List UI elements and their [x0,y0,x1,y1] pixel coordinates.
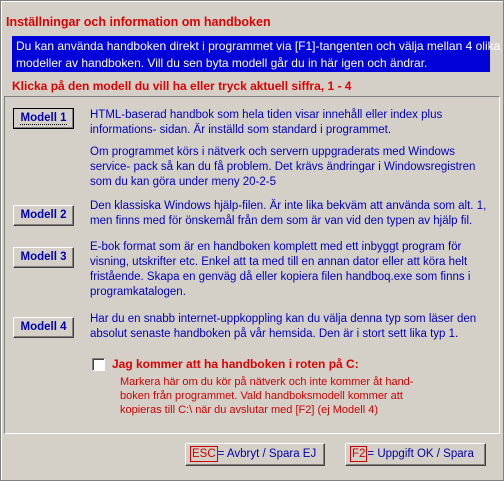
cancel-button[interactable] [185,443,325,466]
root-option-description [120,375,413,417]
intro-box [12,36,501,72]
modell-4-desc-line: absolut senaste handboken på vår hemsida. Den är i stort sett lika typ 1. [90,328,459,340]
f2-key-badge: F2 [352,448,366,460]
modell-1-desc-line: HTML-baserad handbok som hela tiden visar innehåll eller index plus [90,109,443,121]
root-option-label[interactable]: Jag kommer att ha handboken i roten på C: [112,357,359,371]
modell-3-button-label: Modell 3 [20,251,67,263]
modell-2-description [90,199,486,229]
ok-button-label: = Uppgift OK / Spara [367,448,474,460]
esc-key-badge: ESC [192,448,216,460]
cancel-button-label: = Avbryt / Spara EJ [217,448,317,460]
modell-1-desc-line: informations- sidan. Är inställd som standard i programmet. [90,124,392,136]
modell-4-button[interactable] [13,317,74,338]
page-title: Inställningar och information om handboken [6,15,271,29]
modell-3-desc-line: programkatalogen. [90,286,186,298]
modell-1-description [90,108,475,190]
modell-1-button-label: Modell 1 [20,112,67,124]
modell-4-desc-line: Har du en snabb internet-uppkoppling kan du välja denna typ som läser den [90,313,477,325]
intro-line-1: Du kan använda handboken direkt i programmet via [F1]-tangenten och välja mellan 4 olika [16,39,501,53]
modell-2-desc-line: Den klassiska Windows hjälp-filen. Är inte lika bekväm att använda som alt. 1, [90,200,487,212]
root-option-desc-line: boken från programmet. Vald handboksmodell kommer att [120,390,403,402]
ok-button[interactable] [345,443,486,466]
modell-4-description [90,312,476,342]
root-option-checkbox[interactable] [92,358,105,371]
modell-1-desc-line: Om programmet körs i nätverk och servern uppgraderats med Windows [90,146,455,158]
instruction-prompt: Klicka på den modell du vill ha eller tryck aktuell siffra, 1 - 4 [12,79,352,93]
root-option-desc-line: Markera här om du kör på nätverk och inte kommer åt hand- [120,376,414,388]
intro-line-2: modeller av handboken. Vill du sen byta modell går du in här igen och ändrar. [16,56,428,70]
modell-3-desc-line: visning, utskrifter etc. Enkel att ta med till en annan dator eller att köra helt [90,256,468,268]
modell-4-button-label: Modell 4 [20,321,67,333]
root-option-desc-line: kopieras till C:\ när du avslutar med [F2] (ej Modell 4) [120,404,378,416]
modell-2-button-label: Modell 2 [20,209,67,221]
modell-1-button[interactable] [13,108,74,129]
modell-2-desc-line: men finns med för önskemål från dem som är van vid den typen av hjälp fil. [90,215,473,227]
modell-3-desc-line: fristående. Skapa en genväg då eller kopiera filen handboq.exe som finns i [90,271,471,283]
modell-3-button[interactable] [13,247,74,268]
modell-1-desc-line: service- pack så kan du få problem. Det krävs ändringar i Windowsregistren [90,161,476,173]
modell-1-desc-line: som du kan göra under meny 20-2-5 [90,176,277,188]
modell-3-desc-line: E-bok format som är en handboken komplett med ett inbyggt program för [90,241,462,253]
spacer [90,138,475,145]
modell-2-button[interactable] [13,205,74,226]
modell-3-description [90,240,470,300]
